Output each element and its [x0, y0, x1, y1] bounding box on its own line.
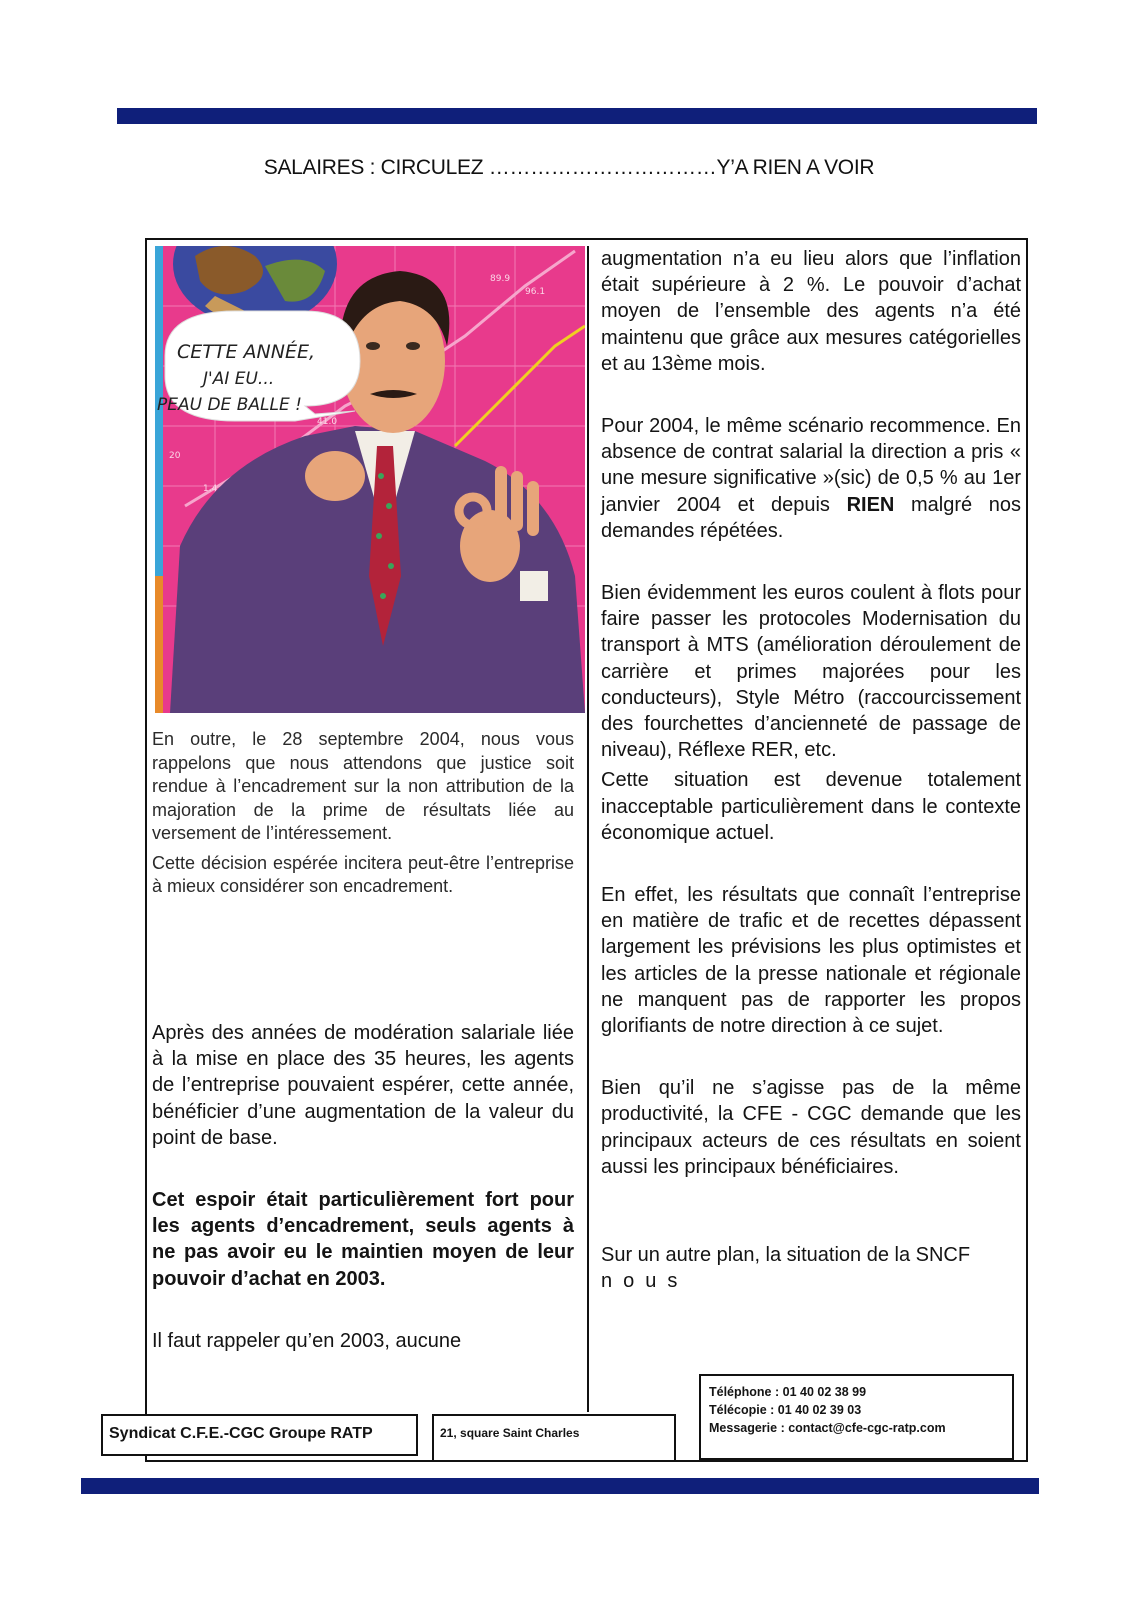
- paragraph: Cette décision espérée incitera peut-être l’entreprise à mieux considérer son encadrement.: [152, 852, 574, 896]
- paragraph: En effet, les résultats que connaît l’entreprise en matière de trafic et de recettes dépassent largement les prévisions les plus optimistes et les articles de la presse nationale et régionale ne manquent pas de rapporter les propos glorifiants de notre direction à ce sujet.: [601, 884, 1021, 1038]
- paragraph: Bien qu’il ne s’agisse pas de la même productivité, la CFE - CGC demande que les principaux acteurs de ces résultats en soient aussi les principaux bénéficiaires.: [601, 1077, 1021, 1178]
- column-divider: [587, 246, 589, 1412]
- chart-number: 89.9: [490, 274, 511, 284]
- email-address: Messagerie : contact@cfe-cgc-ratp.com: [709, 1421, 946, 1435]
- page-title: SALAIRES : CIRCULEZ ……………………………Y’A RIEN A VOIR: [263, 156, 875, 179]
- paragraph: Sur un autre plan, la situation de la SNCF: [601, 1244, 971, 1267]
- paragraph: Bien évidemment les euros coulent à flots pour faire passer les protocoles Modernisation du transport à MTS (amélioration déroulement de carrière et primes majorées pour les conducteurs), Style Métro (raccourcissement des fourchettes d’ancienneté de passage de niveau), Réflexe RER, etc.: [601, 582, 1021, 762]
- speech-text: J'AI EU...: [203, 369, 275, 389]
- shirt-cuff: [520, 571, 548, 601]
- chart-number: 1.4: [203, 484, 218, 494]
- paragraph: Il faut rappeler qu’en 2003, aucune: [152, 1329, 462, 1352]
- address-box: 21, square Saint Charles: [432, 1414, 676, 1462]
- top-band: [117, 108, 1037, 124]
- phone-number: Téléphone : 01 40 02 38 99: [709, 1385, 867, 1399]
- paragraph-bold: Cet espoir était particulièrement fort pour les agents d’encadrement, seuls agents à ne pas avoir eu le maintien moyen de leur pouvoir d’achat en 2003.: [152, 1189, 574, 1290]
- paragraph: Après des années de modération salariale liée à la mise en place des 35 heures, les agents de l’entreprise pouvaient espérer, cette année, bénéficier d’une augmentation de la valeur du point de base.: [152, 1022, 574, 1149]
- orange-strip: [155, 576, 163, 713]
- illustration: [155, 246, 585, 713]
- paragraph: augmentation n’a eu lieu alors que l’inflation était supérieure à 2 %. Le pouvoir d’achat moyen de l’ensemble des agents n’a été maintenu que grâce aux mesures catégorielles et au 13ème mois.: [601, 248, 1021, 375]
- right-column-text: [601, 246, 1021, 1295]
- paragraph: Cette situation est devenue totalement inacceptable particulièrement dans le contexte économique actuel.: [601, 769, 1021, 844]
- union-name-box: Syndicat C.F.E.-CGC Groupe RATP: [101, 1414, 418, 1456]
- contact-box: [699, 1374, 1014, 1460]
- bottom-band: [81, 1478, 1039, 1494]
- left-upper-text: [152, 728, 574, 899]
- chart-number: 96.1: [525, 287, 546, 297]
- left-lower-text: [152, 1020, 574, 1354]
- fax-number: Télécopie : 01 40 02 39 03: [709, 1403, 862, 1417]
- illustration-svg: [155, 246, 585, 713]
- chart-number: 20: [169, 451, 181, 461]
- speech-text: CETTE ANNÉE,: [177, 341, 316, 363]
- paragraph: En outre, le 28 septembre 2004, nous vous rappelons que nous attendons que justice soit rendue à l’encadrement sur la non attribution de la majoration de la prime de résultats liée au versement de l’intéressement.: [152, 729, 574, 843]
- left-hand: [305, 451, 365, 501]
- paragraph: [601, 413, 1021, 544]
- chart-number: 41.0: [317, 417, 338, 427]
- speech-text: PEAU DE BALLE !: [157, 395, 302, 415]
- text-run-bold: RIEN: [846, 493, 895, 516]
- paragraph-continuation: nous: [601, 1270, 689, 1293]
- text-run: malgré nos demandes répétées.: [601, 493, 1022, 542]
- text-run: Pour 2004, le même scénario recommence. En absence de contrat salarial la direction a pris « une mesure significative »(sic) de 0,5 % au 1er janvier 2004 et depuis: [601, 415, 1021, 516]
